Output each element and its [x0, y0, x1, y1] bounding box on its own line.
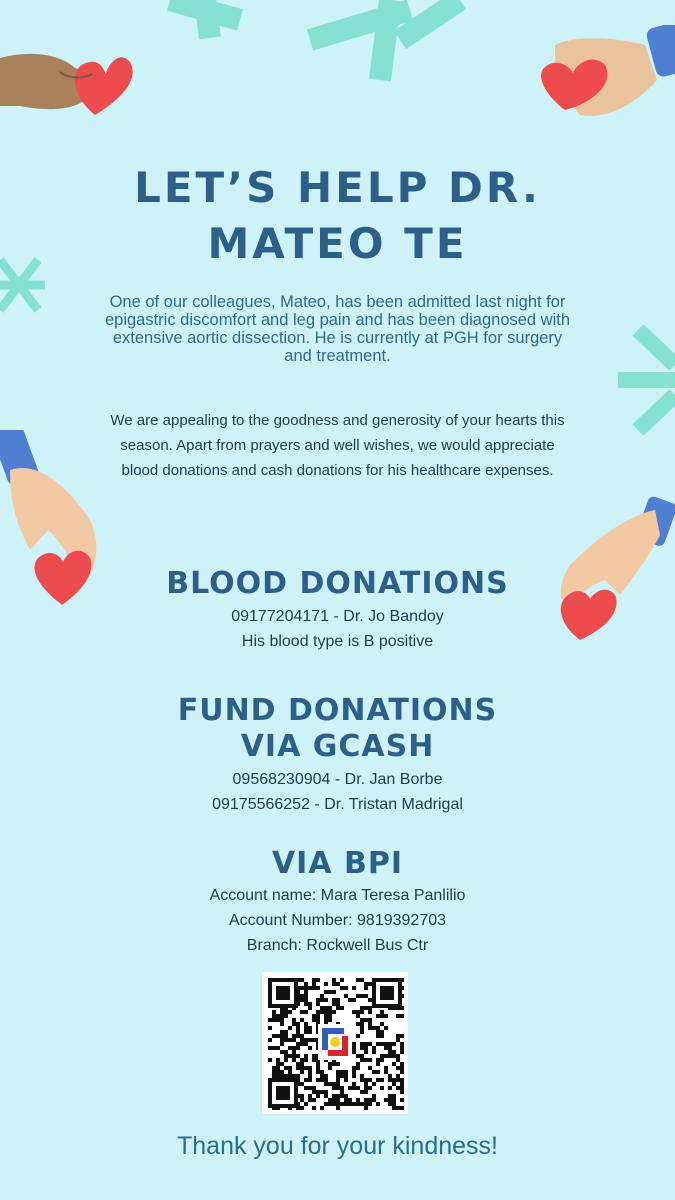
- fund-donations-heading: FUND DONATIONS: [177, 693, 498, 728]
- bpi-account-name: Account name: Mara Teresa Panlilio: [209, 887, 466, 904]
- bpi-account-number: Account Number: 9819392703: [228, 912, 447, 929]
- page-title: [0, 160, 675, 272]
- top-burst-decoration: [140, 0, 520, 100]
- gcash-contact-1: 09568230904 - Dr. Jan Borbe: [232, 771, 443, 788]
- intro-paragraph: One of our colleagues, Mateo, has been admitted last night for epigastric discomfort and leg pain and has been diagnosed with extensive aortic dissection. He is currently at PGH for surgery and treatment.: [104, 293, 571, 365]
- blood-donations-heading: BLOOD DONATIONS: [166, 566, 509, 601]
- hand-heart-top-right-icon: [535, 25, 675, 130]
- bpi-heading: VIA BPI: [271, 846, 404, 881]
- bpi-branch: Branch: Rockwell Bus Ctr: [246, 937, 429, 954]
- hand-heart-top-left-icon: [0, 40, 140, 120]
- title-line-1: LET’S HELP DR.: [134, 163, 541, 212]
- thank-you-message: Thank you for your kindness!: [177, 1132, 498, 1160]
- qr-code-graphic: [262, 972, 408, 1114]
- gcash-heading: VIA GCASH: [240, 729, 435, 764]
- appeal-paragraph: We are appealing to the goodness and generosity of your hearts this season. Apart from prayers and well wishes, we would appreciate blood donations and cash donations for his healthcare expenses.: [110, 412, 565, 479]
- title-line-2: MATEO TE: [207, 219, 468, 268]
- blood-donation-contact: 09177204171 - Dr. Jo Bandoy: [231, 608, 444, 625]
- gcash-contact-2: 09175566252 - Dr. Tristan Madrigal: [212, 796, 463, 813]
- qr-code: [262, 972, 408, 1114]
- right-burst-decoration: [618, 325, 675, 435]
- blood-type-note: His blood type is B positive: [241, 633, 434, 650]
